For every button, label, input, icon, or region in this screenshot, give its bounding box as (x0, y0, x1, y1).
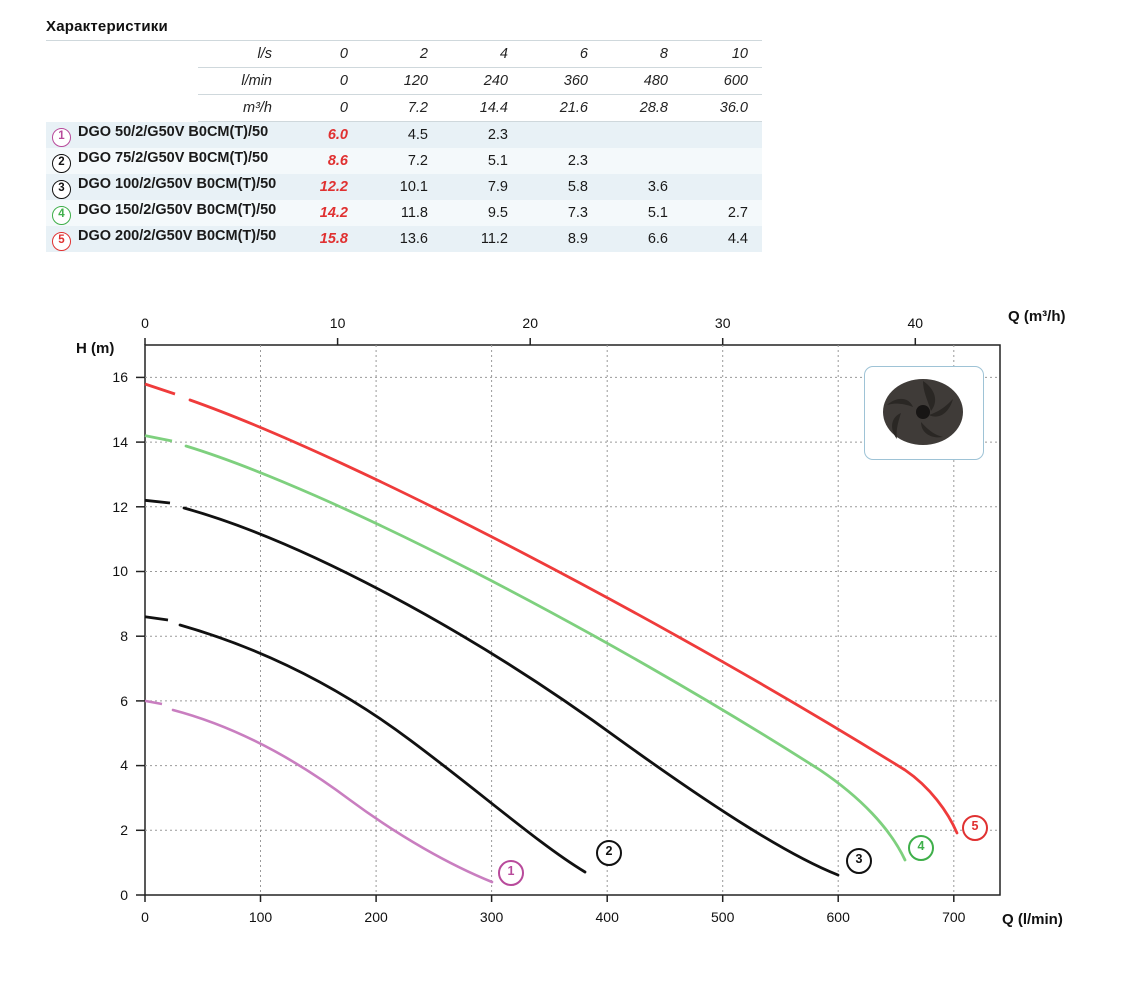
x-top-tick-label: 10 (329, 315, 346, 331)
y-tick-label: 2 (120, 822, 128, 838)
x-top-tick-label: 30 (714, 315, 731, 331)
head-value: 4.4 (682, 226, 762, 252)
head-value: 5.8 (522, 174, 602, 200)
impeller-icon (865, 367, 981, 457)
table-unit-row (46, 41, 762, 68)
head-value (682, 174, 762, 200)
model-name: DGO 200/2/G50V B0CM(T)/50 (78, 227, 277, 244)
unit-value: 14.4 (442, 95, 522, 122)
model-name: DGO 150/2/G50V B0CM(T)/50 (78, 201, 277, 218)
x-axis-top-title: Q (m³/h) (1008, 308, 1066, 325)
model-name-cell (46, 122, 282, 149)
table-row (46, 148, 762, 174)
performance-chart (0, 300, 1139, 1000)
head-value: 15.8 (282, 226, 362, 252)
y-tick-label: 12 (112, 499, 128, 515)
series-badge-5: 5 (52, 232, 71, 251)
head-value: 7.9 (442, 174, 522, 200)
head-value (522, 122, 602, 149)
unit-value: 4 (442, 41, 522, 68)
x-axis-bottom (141, 895, 966, 925)
model-name-cell (46, 148, 282, 174)
head-value: 14.2 (282, 200, 362, 226)
table-unit-row (46, 95, 762, 122)
table-unit-row (46, 68, 762, 95)
unit-value: 0 (282, 41, 362, 68)
head-value: 5.1 (602, 200, 682, 226)
x-bottom-tick-label: 0 (141, 909, 149, 925)
unit-value: 8 (602, 41, 682, 68)
curve-marker-4: 4 (908, 835, 934, 861)
head-value: 13.6 (362, 226, 442, 252)
unit-value: 28.8 (602, 95, 682, 122)
model-name: DGO 100/2/G50V B0CM(T)/50 (78, 175, 277, 192)
series-badge-3: 3 (52, 180, 71, 199)
unit-value: 480 (602, 68, 682, 95)
unit-value: 2 (362, 41, 442, 68)
unit-value: 7.2 (362, 95, 442, 122)
head-value: 7.2 (362, 148, 442, 174)
x-bottom-tick-label: 500 (711, 909, 735, 925)
page-title: Характеристики (46, 18, 168, 35)
y-tick-label: 0 (120, 887, 128, 903)
unit-value: 0 (282, 95, 362, 122)
series-badge-2: 2 (52, 154, 71, 173)
head-value (602, 148, 682, 174)
head-value: 10.1 (362, 174, 442, 200)
y-tick-label: 6 (120, 693, 128, 709)
x-bottom-tick-label: 600 (826, 909, 850, 925)
row-label-blank (46, 41, 198, 68)
unit-value: 0 (282, 68, 362, 95)
head-value: 6.6 (602, 226, 682, 252)
model-name: DGO 75/2/G50V B0CM(T)/50 (78, 149, 269, 166)
head-value: 2.7 (682, 200, 762, 226)
unit-value: 10 (682, 41, 762, 68)
unit-value: 6 (522, 41, 602, 68)
series-badge-4: 4 (52, 206, 71, 225)
model-name-cell (46, 174, 282, 200)
y-axis (112, 369, 145, 903)
unit-value: 120 (362, 68, 442, 95)
head-value: 6.0 (282, 122, 362, 149)
table-row (46, 174, 762, 200)
x-bottom-tick-label: 100 (248, 909, 273, 925)
unit-label: m³/h (198, 95, 282, 122)
row-label-blank (46, 95, 198, 122)
y-tick-label: 14 (112, 434, 128, 450)
x-top-tick-label: 20 (522, 315, 538, 331)
curve-marker-1: 1 (498, 860, 524, 886)
curve-marker-2: 2 (596, 840, 622, 866)
head-value: 5.1 (442, 148, 522, 174)
x-bottom-tick-label: 400 (595, 909, 619, 925)
head-value: 2.3 (522, 148, 602, 174)
x-axis-bottom-title: Q (l/min) (1002, 911, 1063, 928)
curve-marker-5: 5 (962, 815, 988, 841)
x-top-tick-label: 0 (141, 315, 149, 331)
model-name-cell (46, 226, 282, 252)
head-value: 3.6 (602, 174, 682, 200)
y-tick-label: 4 (120, 757, 128, 773)
model-name-cell (46, 200, 282, 226)
head-value: 8.9 (522, 226, 602, 252)
y-tick-label: 8 (120, 628, 128, 644)
row-label-blank (46, 68, 198, 95)
curve-marker-3: 3 (846, 848, 872, 874)
table-row (46, 200, 762, 226)
unit-value: 360 (522, 68, 602, 95)
head-value (682, 122, 762, 149)
x-bottom-tick-label: 300 (479, 909, 504, 925)
unit-label: l/min (198, 68, 282, 95)
head-value: 8.6 (282, 148, 362, 174)
specification-table (46, 40, 762, 252)
series-badge-1: 1 (52, 128, 71, 147)
y-tick-label: 10 (112, 563, 128, 579)
head-value: 11.8 (362, 200, 442, 226)
head-value: 9.5 (442, 200, 522, 226)
head-value: 12.2 (282, 174, 362, 200)
unit-value: 240 (442, 68, 522, 95)
head-value: 4.5 (362, 122, 442, 149)
y-axis-title: H (m) (76, 340, 115, 357)
unit-value: 21.6 (522, 95, 602, 122)
table-row (46, 122, 762, 149)
y-tick-label: 16 (112, 369, 128, 385)
x-axis-top (141, 315, 923, 345)
head-value: 2.3 (442, 122, 522, 149)
head-value: 11.2 (442, 226, 522, 252)
head-value (682, 148, 762, 174)
x-bottom-tick-label: 700 (942, 909, 966, 925)
x-bottom-tick-label: 200 (364, 909, 388, 925)
model-name: DGO 50/2/G50V B0CM(T)/50 (78, 123, 269, 140)
table-body (46, 41, 762, 253)
table-row (46, 226, 762, 252)
impeller-image-box (864, 366, 984, 460)
unit-label: l/s (198, 41, 282, 68)
unit-value: 600 (682, 68, 762, 95)
x-top-tick-label: 40 (907, 315, 924, 331)
head-value: 7.3 (522, 200, 602, 226)
unit-value: 36.0 (682, 95, 762, 122)
head-value (602, 122, 682, 149)
